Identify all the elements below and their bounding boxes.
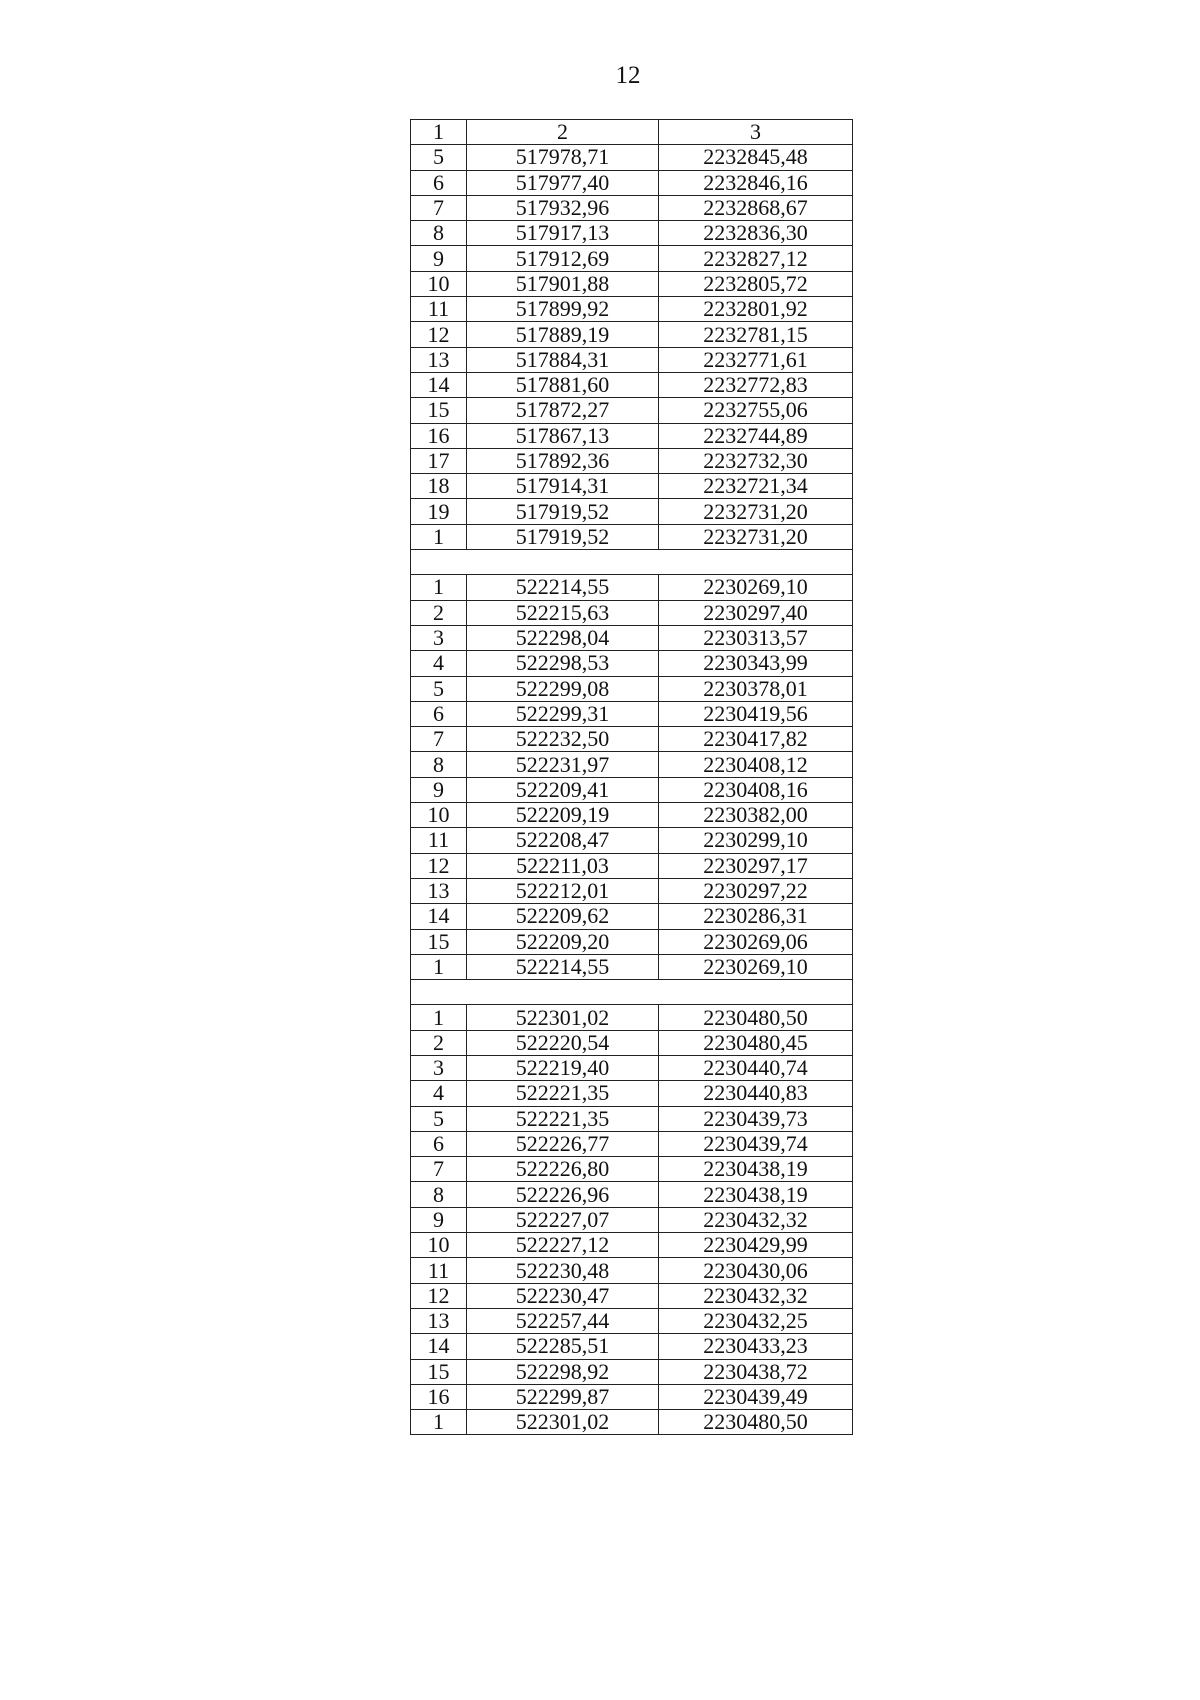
y-coordinate-cell: 2232721,34 <box>659 474 853 499</box>
point-number-cell: 8 <box>411 221 467 246</box>
table-row <box>411 322 853 347</box>
table-row <box>411 372 853 397</box>
point-number-cell: 13 <box>411 878 467 903</box>
y-coordinate-cell: 2232781,15 <box>659 322 853 347</box>
point-number-cell: 11 <box>411 828 467 853</box>
x-coordinate-cell: 522298,92 <box>467 1359 659 1384</box>
x-coordinate-cell: 522219,40 <box>467 1055 659 1080</box>
table-row <box>411 271 853 296</box>
point-number-cell: 15 <box>411 398 467 423</box>
coordinates-table <box>410 119 853 1435</box>
point-number-cell: 8 <box>411 752 467 777</box>
x-coordinate-cell: 522214,55 <box>467 954 659 979</box>
x-coordinate-cell: 522214,55 <box>467 575 659 600</box>
x-coordinate-cell: 522221,35 <box>467 1081 659 1106</box>
point-number-cell: 11 <box>411 1258 467 1283</box>
point-number-cell: 16 <box>411 1384 467 1409</box>
point-number-cell: 12 <box>411 853 467 878</box>
table-row <box>411 221 853 246</box>
y-coordinate-cell: 2232731,20 <box>659 524 853 549</box>
x-coordinate-cell: 522215,63 <box>467 600 659 625</box>
y-coordinate-cell: 2232845,48 <box>659 145 853 170</box>
table-row <box>411 625 853 650</box>
point-number-cell: 19 <box>411 499 467 524</box>
x-coordinate-cell: 522230,48 <box>467 1258 659 1283</box>
table-row <box>411 499 853 524</box>
x-coordinate-cell: 522208,47 <box>467 828 659 853</box>
point-number-cell: 1 <box>411 524 467 549</box>
table-row <box>411 1005 853 1030</box>
table-row <box>411 1258 853 1283</box>
table-row <box>411 1131 853 1156</box>
x-coordinate-cell: 522299,08 <box>467 676 659 701</box>
x-coordinate-cell: 517889,19 <box>467 322 659 347</box>
y-coordinate-cell: 2230480,45 <box>659 1030 853 1055</box>
y-coordinate-cell: 2230382,00 <box>659 803 853 828</box>
y-coordinate-cell: 2232868,67 <box>659 195 853 220</box>
point-number-cell: 16 <box>411 423 467 448</box>
x-coordinate-cell: 522227,07 <box>467 1207 659 1232</box>
point-number-cell: 18 <box>411 474 467 499</box>
x-coordinate-cell: 522231,97 <box>467 752 659 777</box>
table-row <box>411 195 853 220</box>
x-coordinate-cell: 517932,96 <box>467 195 659 220</box>
table-row <box>411 1182 853 1207</box>
x-coordinate-cell: 522285,51 <box>467 1334 659 1359</box>
table-row <box>411 1308 853 1333</box>
point-number-cell: 10 <box>411 271 467 296</box>
table-row <box>411 398 853 423</box>
table-row <box>411 904 853 929</box>
y-coordinate-cell: 2232827,12 <box>659 246 853 271</box>
x-coordinate-cell: 517914,31 <box>467 474 659 499</box>
y-coordinate-cell: 2230438,19 <box>659 1157 853 1182</box>
point-number-cell: 13 <box>411 1308 467 1333</box>
section-separator-cell <box>411 550 853 575</box>
table-row <box>411 448 853 473</box>
header-row <box>411 120 853 145</box>
y-coordinate-cell: 2230313,57 <box>659 625 853 650</box>
y-coordinate-cell: 2230343,99 <box>659 651 853 676</box>
header-cell-y: 3 <box>659 120 853 145</box>
table-row <box>411 651 853 676</box>
y-coordinate-cell: 2232731,20 <box>659 499 853 524</box>
x-coordinate-cell: 522227,12 <box>467 1233 659 1258</box>
point-number-cell: 10 <box>411 1233 467 1258</box>
table-row <box>411 1233 853 1258</box>
table-row <box>411 1334 853 1359</box>
x-coordinate-cell: 522212,01 <box>467 878 659 903</box>
y-coordinate-cell: 2230429,99 <box>659 1233 853 1258</box>
table-row <box>411 954 853 979</box>
y-coordinate-cell: 2230439,49 <box>659 1384 853 1409</box>
table-row <box>411 777 853 802</box>
x-coordinate-cell: 517917,13 <box>467 221 659 246</box>
y-coordinate-cell: 2230286,31 <box>659 904 853 929</box>
x-coordinate-cell: 517977,40 <box>467 170 659 195</box>
table-row <box>411 1106 853 1131</box>
y-coordinate-cell: 2230440,74 <box>659 1055 853 1080</box>
x-coordinate-cell: 522226,80 <box>467 1157 659 1182</box>
y-coordinate-cell: 2230438,72 <box>659 1359 853 1384</box>
point-number-cell: 3 <box>411 625 467 650</box>
table-row <box>411 170 853 195</box>
point-number-cell: 7 <box>411 195 467 220</box>
point-number-cell: 6 <box>411 1131 467 1156</box>
y-coordinate-cell: 2232771,61 <box>659 347 853 372</box>
x-coordinate-cell: 522209,62 <box>467 904 659 929</box>
table-row <box>411 297 853 322</box>
x-coordinate-cell: 522211,03 <box>467 853 659 878</box>
y-coordinate-cell: 2230439,74 <box>659 1131 853 1156</box>
table-row <box>411 803 853 828</box>
x-coordinate-cell: 522209,19 <box>467 803 659 828</box>
point-number-cell: 2 <box>411 600 467 625</box>
x-coordinate-cell: 522226,96 <box>467 1182 659 1207</box>
x-coordinate-cell: 522301,02 <box>467 1005 659 1030</box>
y-coordinate-cell: 2230440,83 <box>659 1081 853 1106</box>
point-number-cell: 9 <box>411 1207 467 1232</box>
x-coordinate-cell: 522299,31 <box>467 701 659 726</box>
point-number-cell: 10 <box>411 803 467 828</box>
point-number-cell: 14 <box>411 904 467 929</box>
y-coordinate-cell: 2230480,50 <box>659 1005 853 1030</box>
table-row <box>411 701 853 726</box>
table-row <box>411 853 853 878</box>
point-number-cell: 4 <box>411 651 467 676</box>
point-number-cell: 7 <box>411 727 467 752</box>
y-coordinate-cell: 2230432,32 <box>659 1207 853 1232</box>
table-row <box>411 423 853 448</box>
point-number-cell: 1 <box>411 954 467 979</box>
y-coordinate-cell: 2232801,92 <box>659 297 853 322</box>
point-number-cell: 9 <box>411 246 467 271</box>
point-number-cell: 5 <box>411 145 467 170</box>
y-coordinate-cell: 2230432,25 <box>659 1308 853 1333</box>
x-coordinate-cell: 522301,02 <box>467 1410 659 1435</box>
table-row <box>411 1157 853 1182</box>
y-coordinate-cell: 2232744,89 <box>659 423 853 448</box>
table-row <box>411 1081 853 1106</box>
x-coordinate-cell: 517912,69 <box>467 246 659 271</box>
point-number-cell: 2 <box>411 1030 467 1055</box>
x-coordinate-cell: 517919,52 <box>467 524 659 549</box>
header-cell-point: 1 <box>411 120 467 145</box>
x-coordinate-cell: 517872,27 <box>467 398 659 423</box>
x-coordinate-cell: 522230,47 <box>467 1283 659 1308</box>
point-number-cell: 15 <box>411 1359 467 1384</box>
y-coordinate-cell: 2232755,06 <box>659 398 853 423</box>
point-number-cell: 6 <box>411 170 467 195</box>
y-coordinate-cell: 2232846,16 <box>659 170 853 195</box>
table-row <box>411 145 853 170</box>
table-row <box>411 1410 853 1435</box>
x-coordinate-cell: 522209,20 <box>467 929 659 954</box>
y-coordinate-cell: 2232772,83 <box>659 372 853 397</box>
table-row <box>411 474 853 499</box>
point-number-cell: 9 <box>411 777 467 802</box>
y-coordinate-cell: 2230269,10 <box>659 954 853 979</box>
table-row <box>411 1384 853 1409</box>
table-row <box>411 727 853 752</box>
table-row <box>411 1283 853 1308</box>
point-number-cell: 1 <box>411 1410 467 1435</box>
page-number: 12 <box>615 62 641 89</box>
point-number-cell: 5 <box>411 1106 467 1131</box>
x-coordinate-cell: 522298,04 <box>467 625 659 650</box>
y-coordinate-cell: 2232836,30 <box>659 221 853 246</box>
point-number-cell: 4 <box>411 1081 467 1106</box>
y-coordinate-cell: 2230297,17 <box>659 853 853 878</box>
x-coordinate-cell: 522298,53 <box>467 651 659 676</box>
x-coordinate-cell: 517892,36 <box>467 448 659 473</box>
x-coordinate-cell: 517901,88 <box>467 271 659 296</box>
y-coordinate-cell: 2230269,06 <box>659 929 853 954</box>
header-cell-x: 2 <box>467 120 659 145</box>
y-coordinate-cell: 2230439,73 <box>659 1106 853 1131</box>
table-row <box>411 246 853 271</box>
section-separator-row <box>411 550 853 575</box>
x-coordinate-cell: 517978,71 <box>467 145 659 170</box>
x-coordinate-cell: 522221,35 <box>467 1106 659 1131</box>
y-coordinate-cell: 2230432,32 <box>659 1283 853 1308</box>
x-coordinate-cell: 517867,13 <box>467 423 659 448</box>
y-coordinate-cell: 2230297,22 <box>659 878 853 903</box>
point-number-cell: 11 <box>411 297 467 322</box>
x-coordinate-cell: 522257,44 <box>467 1308 659 1333</box>
y-coordinate-cell: 2230299,10 <box>659 828 853 853</box>
table-row <box>411 878 853 903</box>
table-row <box>411 575 853 600</box>
x-coordinate-cell: 517881,60 <box>467 372 659 397</box>
table-row <box>411 676 853 701</box>
table-row <box>411 1030 853 1055</box>
x-coordinate-cell: 522220,54 <box>467 1030 659 1055</box>
table-row <box>411 600 853 625</box>
point-number-cell: 3 <box>411 1055 467 1080</box>
point-number-cell: 12 <box>411 322 467 347</box>
y-coordinate-cell: 2230419,56 <box>659 701 853 726</box>
table-row <box>411 929 853 954</box>
x-coordinate-cell: 517884,31 <box>467 347 659 372</box>
point-number-cell: 15 <box>411 929 467 954</box>
coordinates-table-body <box>411 120 853 1435</box>
point-number-cell: 13 <box>411 347 467 372</box>
table-row <box>411 1055 853 1080</box>
x-coordinate-cell: 522232,50 <box>467 727 659 752</box>
table-row <box>411 524 853 549</box>
point-number-cell: 6 <box>411 701 467 726</box>
point-number-cell: 14 <box>411 1334 467 1359</box>
y-coordinate-cell: 2230408,12 <box>659 752 853 777</box>
table-row <box>411 828 853 853</box>
table-row <box>411 347 853 372</box>
point-number-cell: 14 <box>411 372 467 397</box>
y-coordinate-cell: 2230417,82 <box>659 727 853 752</box>
table-row <box>411 752 853 777</box>
y-coordinate-cell: 2232732,30 <box>659 448 853 473</box>
y-coordinate-cell: 2230480,50 <box>659 1410 853 1435</box>
point-number-cell: 1 <box>411 1005 467 1030</box>
y-coordinate-cell: 2232805,72 <box>659 271 853 296</box>
point-number-cell: 1 <box>411 575 467 600</box>
table-row <box>411 1207 853 1232</box>
table-row <box>411 1359 853 1384</box>
y-coordinate-cell: 2230297,40 <box>659 600 853 625</box>
point-number-cell: 17 <box>411 448 467 473</box>
y-coordinate-cell: 2230433,23 <box>659 1334 853 1359</box>
y-coordinate-cell: 2230430,06 <box>659 1258 853 1283</box>
point-number-cell: 5 <box>411 676 467 701</box>
y-coordinate-cell: 2230438,19 <box>659 1182 853 1207</box>
x-coordinate-cell: 517919,52 <box>467 499 659 524</box>
point-number-cell: 8 <box>411 1182 467 1207</box>
x-coordinate-cell: 522226,77 <box>467 1131 659 1156</box>
point-number-cell: 7 <box>411 1157 467 1182</box>
y-coordinate-cell: 2230408,16 <box>659 777 853 802</box>
x-coordinate-cell: 517899,92 <box>467 297 659 322</box>
section-separator-cell <box>411 980 853 1005</box>
y-coordinate-cell: 2230378,01 <box>659 676 853 701</box>
x-coordinate-cell: 522209,41 <box>467 777 659 802</box>
x-coordinate-cell: 522299,87 <box>467 1384 659 1409</box>
section-separator-row <box>411 980 853 1005</box>
point-number-cell: 12 <box>411 1283 467 1308</box>
y-coordinate-cell: 2230269,10 <box>659 575 853 600</box>
